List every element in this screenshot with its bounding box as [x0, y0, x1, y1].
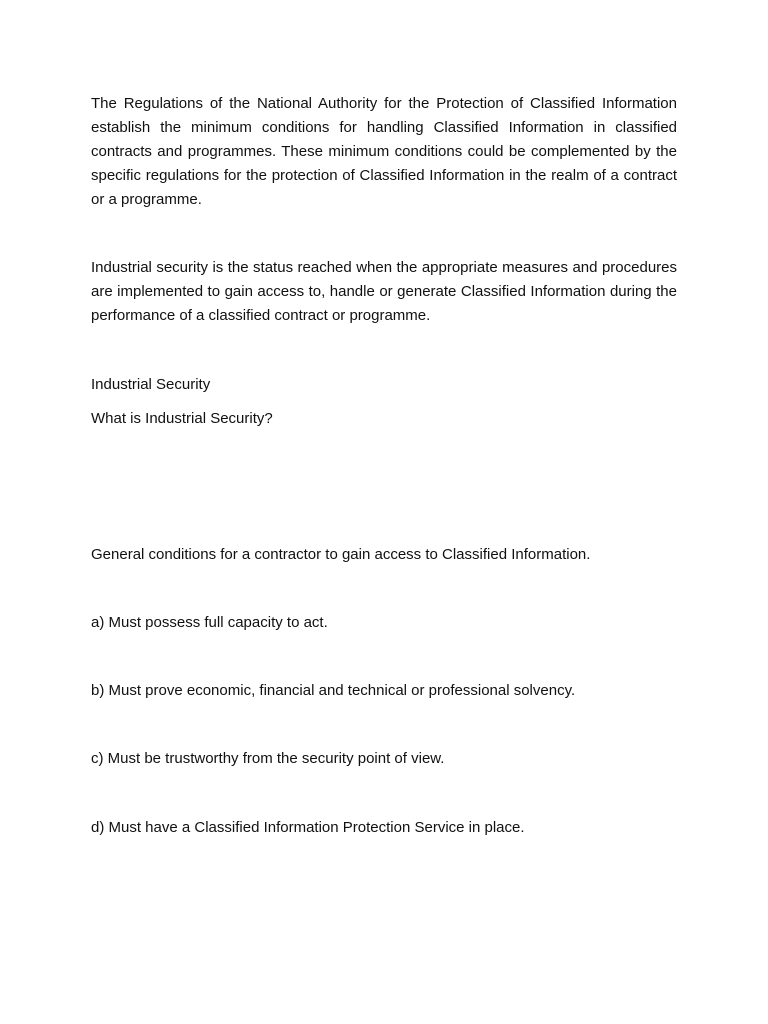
condition-item-b: b) Must prove economic, financial and technical or professional solvency. — [91, 682, 576, 699]
section-question: What is Industrial Security? — [91, 410, 273, 427]
paragraph-regulations: The Regulations of the National Authority for the Protection of Classified Information establish the minimum conditions for handling Classified Information in classified contracts and programmes. These minimum conditions could be complemented by the specific regulations for the protection of Classified Information in the realm of a contract or a programme. — [91, 95, 677, 208]
section-heading: Industrial Security — [91, 376, 211, 393]
conditions-intro: General conditions for a contractor to gain access to Classified Information. — [91, 546, 591, 563]
condition-item-d: d) Must have a Classified Information Protection Service in place. — [91, 819, 525, 836]
condition-item-c: c) Must be trustworthy from the security point of view. — [91, 750, 445, 767]
paragraph-industrial-security-definition: Industrial security is the status reached when the appropriate measures and procedures are implemented to gain access to, handle or generate Classified Information during the performance of a classified contract or programme. — [91, 259, 677, 324]
condition-item-a: a) Must possess full capacity to act. — [91, 614, 328, 631]
